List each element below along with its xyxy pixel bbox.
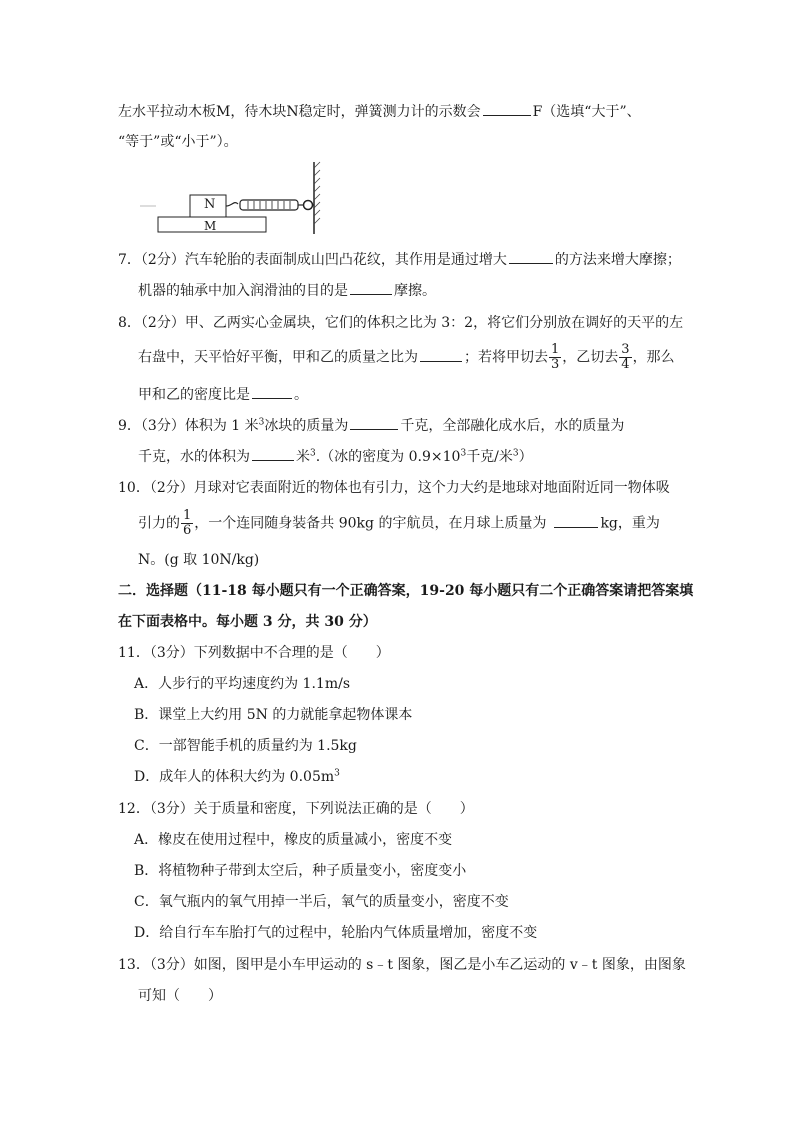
section-2-heading-line-1: 二．选择题（11-18 每小题只有一个正确答案，19-20 每小题只有二个正确答案请把答案填: [118, 583, 694, 599]
q8-line-2: 右盘中，天平恰好平衡，甲和乙的质量之比为 ；若将甲切去 $\frac{1}{3}$ ，乙切去 $\frac{3}{4}$ ，那么: [138, 342, 675, 372]
q8-blank-1[interactable]: [420, 347, 462, 362]
q10-line-3: N。(g 取 10N/kg): [138, 552, 260, 568]
q11-option-d[interactable]: D．成年人的体积大约为 $0.05m^3$: [134, 768, 340, 785]
q12-option-d[interactable]: D．给自行车车胎打气的过程中，轮胎内气体质量增加，密度不变: [134, 925, 538, 941]
q12-option-b[interactable]: B．将植物种子带到太空后，种子质量变小，密度变小: [134, 863, 467, 879]
fraction-one-sixth: $\frac{1}{6}$: [183, 508, 192, 538]
spring-scale-diagram: [136, 160, 326, 236]
q7-line-2: 机器的轴承中加入润滑油的目的是 摩擦。: [138, 280, 436, 301]
q10-line-2: 引力的 $\frac{1}{6}$ ，一个连同随身装备共 90kg 的宇航员，在月球上质量为 kg，重为: [138, 508, 660, 538]
q6-line-1: 左水平拉动木板M，待木块N稳定时，弹簧测力计的示数会 F（选填“大于”、: [118, 101, 641, 122]
q9-blank-2[interactable]: [252, 446, 294, 461]
block-n-label: N: [204, 197, 216, 212]
q8-line-3: 甲和乙的密度比是 。: [138, 384, 308, 405]
q12-option-c[interactable]: C．氧气瓶内的氧气用掉一半后，氧气的质量变小，密度不变: [134, 894, 509, 910]
q10-blank-1[interactable]: [554, 513, 598, 528]
spring-scale-figure: [136, 160, 326, 236]
fraction-one-third: $\frac{1}{3}$: [551, 342, 560, 372]
q9-line-1: 9．（3分）体积为 1 米$^3$冰块的质量为 千克，全部融化成水后，水的质量为: [118, 415, 624, 436]
board-m-label: M: [204, 219, 217, 233]
q12-option-a[interactable]: A．橡皮在使用过程中，橡皮的质量减小，密度不变: [134, 832, 453, 848]
fraction-three-quarters: $\frac{3}{4}$: [621, 342, 630, 372]
q6-line-2: “等于”或“小于”）。: [118, 134, 238, 150]
q11-option-c[interactable]: C．一部智能手机的质量约为 1.5kg: [134, 738, 357, 754]
q7-blank-2[interactable]: [350, 280, 392, 295]
q7-line-1: 7．（2分）汽车轮胎的表面制成山凹凸花纹，其作用是通过增大 的方法来增大摩擦；: [118, 249, 681, 270]
q6-answer-blank[interactable]: [483, 101, 531, 116]
q13-line-1: 13．（3分）如图，图甲是小车甲运动的 s﹣t 图象，图乙是小车乙运动的 v﹣t 图象，由图象: [118, 957, 686, 973]
q9-blank-1[interactable]: [350, 415, 398, 430]
q10-line-1: 10．（2分）月球对它表面附近的物体也有引力，这个力大约是地球对地面附近同一物体吸: [118, 480, 670, 496]
q11-option-a[interactable]: A．人步行的平均速度约为 1.1m/s: [134, 676, 351, 692]
q11-stem: 11．（3分）下列数据中不合理的是（ ）: [118, 645, 390, 661]
q13-line-2: 可知（ ）: [138, 988, 222, 1004]
q8-line-1: 8．（2分）甲、乙两实心金属块，它们的体积之比为 3：2，将它们分别放在调好的天平的左: [118, 315, 684, 331]
section-2-heading-line-2: 在下面表格中。每小题 3 分，共 30 分）: [118, 614, 377, 630]
q8-blank-2[interactable]: [252, 384, 292, 399]
q11-option-b[interactable]: B．课堂上大约用 5N 的力就能拿起物体课本: [134, 707, 413, 723]
q7-blank-1[interactable]: [509, 249, 553, 264]
q12-stem: 12．（3分）关于质量和密度，下列说法正确的是（ ）: [118, 801, 474, 817]
q9-line-2: 千克，水的体积为 米$^3$.（冰的密度为 $0.9\times 10^3$千克/米$^3$）: [138, 446, 533, 467]
